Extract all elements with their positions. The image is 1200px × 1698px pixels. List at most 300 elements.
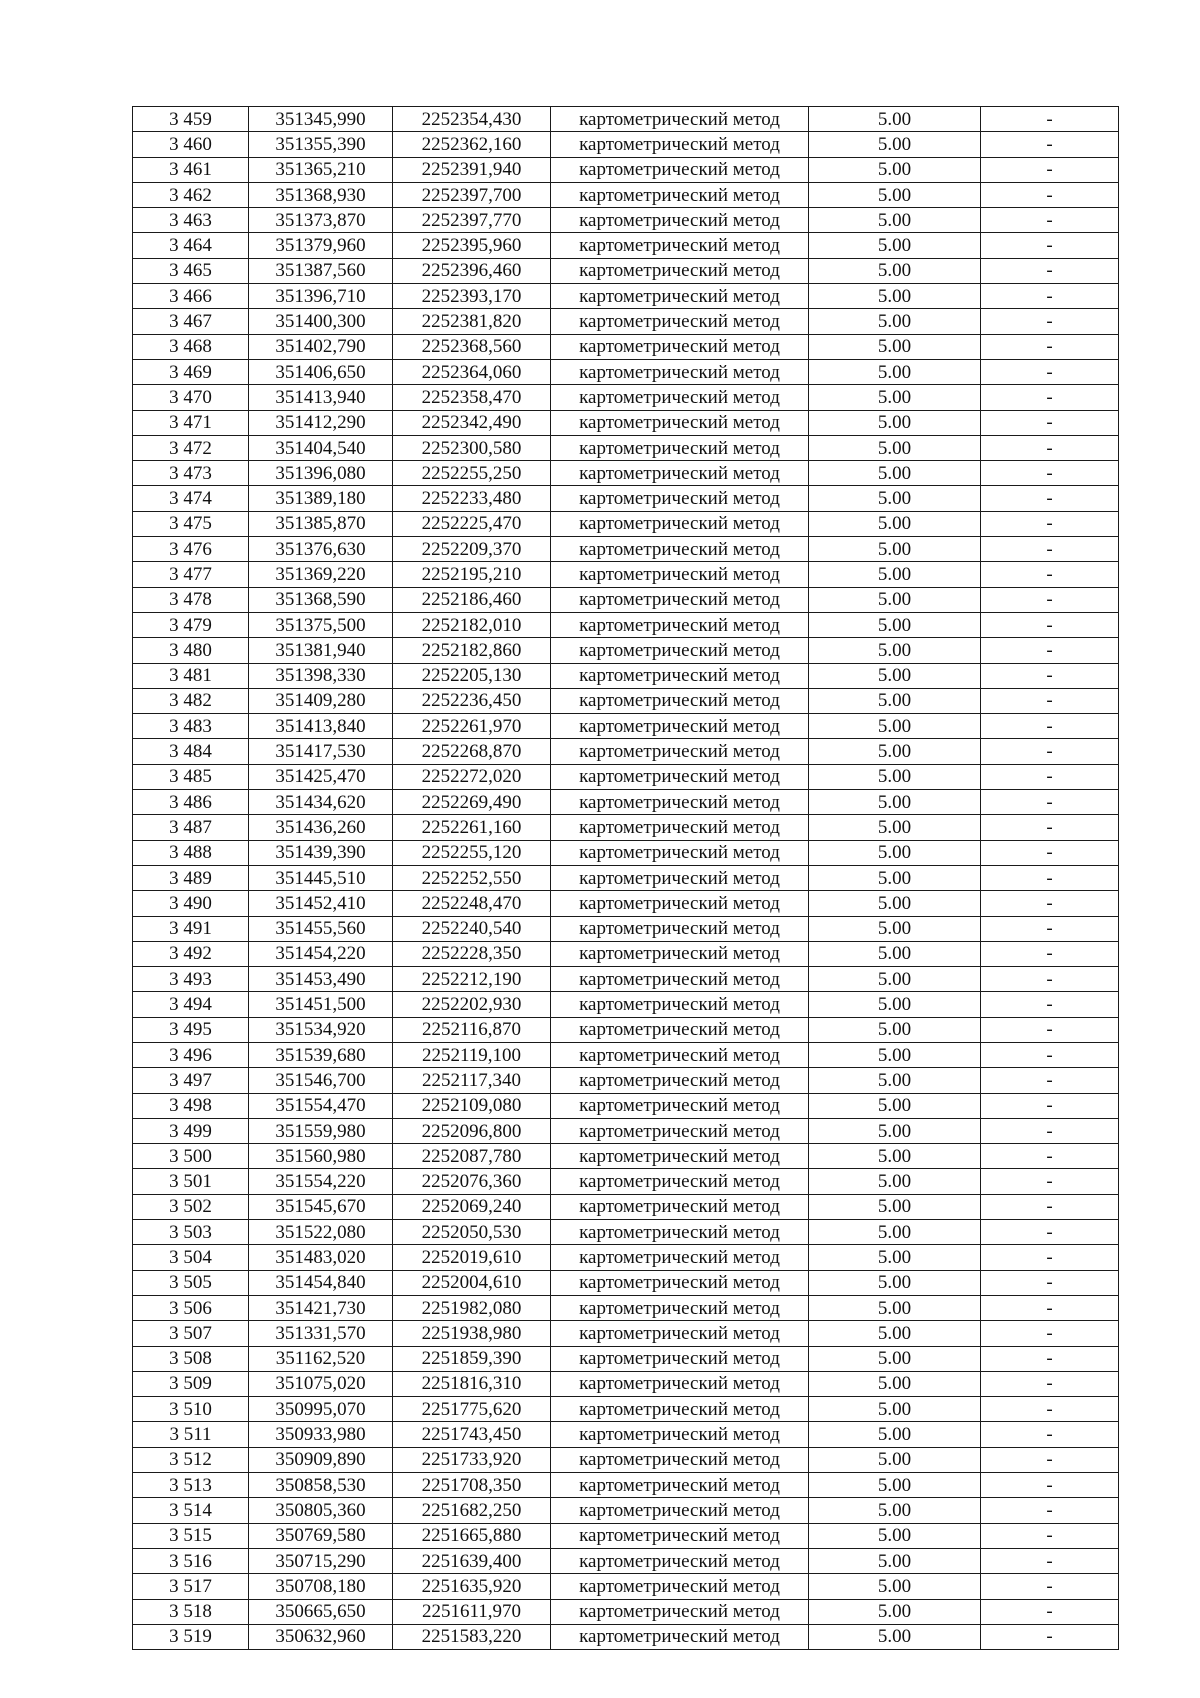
x-coordinate-cell: 351421,730 [249, 1295, 393, 1320]
x-coordinate-cell: 351331,570 [249, 1321, 393, 1346]
table-row [133, 587, 1119, 612]
accuracy-cell: 5.00 [809, 612, 981, 637]
accuracy-cell: 5.00 [809, 385, 981, 410]
accuracy-cell: 5.00 [809, 916, 981, 941]
accuracy-cell: 5.00 [809, 1447, 981, 1472]
x-coordinate-cell: 351389,180 [249, 486, 393, 511]
table-row [133, 1321, 1119, 1346]
note-cell: - [981, 764, 1119, 789]
method-cell: картометрический метод [551, 790, 809, 815]
y-coordinate-cell: 2252050,530 [393, 1220, 551, 1245]
point-number-cell: 3 509 [133, 1371, 249, 1396]
table-row [133, 1270, 1119, 1295]
note-cell: - [981, 385, 1119, 410]
y-coordinate-cell: 2252364,060 [393, 359, 551, 384]
y-coordinate-cell: 2252119,100 [393, 1042, 551, 1067]
y-coordinate-cell: 2252236,450 [393, 688, 551, 713]
table-row [133, 132, 1119, 157]
note-cell: - [981, 208, 1119, 233]
table-row [133, 511, 1119, 536]
x-coordinate-cell: 350805,360 [249, 1498, 393, 1523]
x-coordinate-cell: 351404,540 [249, 435, 393, 460]
y-coordinate-cell: 2251938,980 [393, 1321, 551, 1346]
y-coordinate-cell: 2252381,820 [393, 309, 551, 334]
point-number-cell: 3 498 [133, 1093, 249, 1118]
point-number-cell: 3 514 [133, 1498, 249, 1523]
accuracy-cell: 5.00 [809, 941, 981, 966]
point-number-cell: 3 461 [133, 157, 249, 182]
note-cell: - [981, 1321, 1119, 1346]
note-cell: - [981, 992, 1119, 1017]
method-cell: картометрический метод [551, 107, 809, 132]
note-cell: - [981, 486, 1119, 511]
y-coordinate-cell: 2251708,350 [393, 1473, 551, 1498]
note-cell: - [981, 688, 1119, 713]
x-coordinate-cell: 351379,960 [249, 233, 393, 258]
x-coordinate-cell: 350665,650 [249, 1599, 393, 1624]
note-cell: - [981, 865, 1119, 890]
accuracy-cell: 5.00 [809, 1371, 981, 1396]
method-cell: картометрический метод [551, 941, 809, 966]
accuracy-cell: 5.00 [809, 208, 981, 233]
note-cell: - [981, 1574, 1119, 1599]
y-coordinate-cell: 2252209,370 [393, 537, 551, 562]
method-cell: картометрический метод [551, 1118, 809, 1143]
note-cell: - [981, 107, 1119, 132]
accuracy-cell: 5.00 [809, 840, 981, 865]
table-row [133, 1093, 1119, 1118]
table-row [133, 157, 1119, 182]
table-row [133, 1144, 1119, 1169]
x-coordinate-cell: 351453,490 [249, 967, 393, 992]
method-cell: картометрический метод [551, 1473, 809, 1498]
y-coordinate-cell: 2252248,470 [393, 891, 551, 916]
note-cell: - [981, 663, 1119, 688]
x-coordinate-cell: 351452,410 [249, 891, 393, 916]
table-row [133, 1068, 1119, 1093]
accuracy-cell: 5.00 [809, 1523, 981, 1548]
note-cell: - [981, 334, 1119, 359]
note-cell: - [981, 1473, 1119, 1498]
point-number-cell: 3 463 [133, 208, 249, 233]
y-coordinate-cell: 2252268,870 [393, 739, 551, 764]
coordinates-table [132, 106, 1119, 1650]
point-number-cell: 3 479 [133, 612, 249, 637]
accuracy-cell: 5.00 [809, 1295, 981, 1320]
method-cell: картометрический метод [551, 334, 809, 359]
method-cell: картометрический метод [551, 208, 809, 233]
method-cell: картометрический метод [551, 1498, 809, 1523]
x-coordinate-cell: 351368,590 [249, 587, 393, 612]
note-cell: - [981, 1270, 1119, 1295]
method-cell: картометрический метод [551, 612, 809, 637]
y-coordinate-cell: 2252182,860 [393, 638, 551, 663]
y-coordinate-cell: 2252252,550 [393, 865, 551, 890]
point-number-cell: 3 482 [133, 688, 249, 713]
point-number-cell: 3 492 [133, 941, 249, 966]
accuracy-cell: 5.00 [809, 486, 981, 511]
note-cell: - [981, 1068, 1119, 1093]
accuracy-cell: 5.00 [809, 1574, 981, 1599]
method-cell: картометрический метод [551, 1295, 809, 1320]
accuracy-cell: 5.00 [809, 258, 981, 283]
point-number-cell: 3 507 [133, 1321, 249, 1346]
method-cell: картометрический метод [551, 1220, 809, 1245]
table-row [133, 1017, 1119, 1042]
x-coordinate-cell: 351413,940 [249, 385, 393, 410]
table-row [133, 1447, 1119, 1472]
table-row [133, 714, 1119, 739]
x-coordinate-cell: 351539,680 [249, 1042, 393, 1067]
note-cell: - [981, 233, 1119, 258]
point-number-cell: 3 464 [133, 233, 249, 258]
method-cell: картометрический метод [551, 1574, 809, 1599]
method-cell: картометрический метод [551, 1397, 809, 1422]
method-cell: картометрический метод [551, 1321, 809, 1346]
point-number-cell: 3 483 [133, 714, 249, 739]
point-number-cell: 3 484 [133, 739, 249, 764]
table-row [133, 663, 1119, 688]
y-coordinate-cell: 2251639,400 [393, 1548, 551, 1573]
note-cell: - [981, 840, 1119, 865]
note-cell: - [981, 941, 1119, 966]
point-number-cell: 3 469 [133, 359, 249, 384]
point-number-cell: 3 515 [133, 1523, 249, 1548]
note-cell: - [981, 1017, 1119, 1042]
table-row [133, 992, 1119, 1017]
note-cell: - [981, 1599, 1119, 1624]
y-coordinate-cell: 2252019,610 [393, 1245, 551, 1270]
y-coordinate-cell: 2251635,920 [393, 1574, 551, 1599]
method-cell: картометрический метод [551, 132, 809, 157]
note-cell: - [981, 1498, 1119, 1523]
note-cell: - [981, 1194, 1119, 1219]
point-number-cell: 3 505 [133, 1270, 249, 1295]
accuracy-cell: 5.00 [809, 790, 981, 815]
table-row [133, 461, 1119, 486]
method-cell: картометрический метод [551, 1068, 809, 1093]
x-coordinate-cell: 351398,330 [249, 663, 393, 688]
y-coordinate-cell: 2252225,470 [393, 511, 551, 536]
x-coordinate-cell: 351439,390 [249, 840, 393, 865]
y-coordinate-cell: 2251583,220 [393, 1624, 551, 1649]
x-coordinate-cell: 351436,260 [249, 815, 393, 840]
method-cell: картометрический метод [551, 714, 809, 739]
x-coordinate-cell: 351396,080 [249, 461, 393, 486]
method-cell: картометрический метод [551, 1624, 809, 1649]
accuracy-cell: 5.00 [809, 663, 981, 688]
method-cell: картометрический метод [551, 1422, 809, 1447]
point-number-cell: 3 459 [133, 107, 249, 132]
x-coordinate-cell: 351162,520 [249, 1346, 393, 1371]
point-number-cell: 3 475 [133, 511, 249, 536]
note-cell: - [981, 461, 1119, 486]
point-number-cell: 3 467 [133, 309, 249, 334]
accuracy-cell: 5.00 [809, 1321, 981, 1346]
y-coordinate-cell: 2252240,540 [393, 916, 551, 941]
point-number-cell: 3 476 [133, 537, 249, 562]
note-cell: - [981, 1118, 1119, 1143]
method-cell: картометрический метод [551, 435, 809, 460]
table-row [133, 1118, 1119, 1143]
point-number-cell: 3 518 [133, 1599, 249, 1624]
y-coordinate-cell: 2252261,160 [393, 815, 551, 840]
x-coordinate-cell: 351417,530 [249, 739, 393, 764]
accuracy-cell: 5.00 [809, 1068, 981, 1093]
point-number-cell: 3 460 [133, 132, 249, 157]
point-number-cell: 3 468 [133, 334, 249, 359]
accuracy-cell: 5.00 [809, 233, 981, 258]
accuracy-cell: 5.00 [809, 1245, 981, 1270]
table-row [133, 1523, 1119, 1548]
table-row [133, 334, 1119, 359]
x-coordinate-cell: 350708,180 [249, 1574, 393, 1599]
table-row [133, 208, 1119, 233]
y-coordinate-cell: 2252182,010 [393, 612, 551, 637]
point-number-cell: 3 511 [133, 1422, 249, 1447]
table-row [133, 385, 1119, 410]
y-coordinate-cell: 2252300,580 [393, 435, 551, 460]
method-cell: картометрический метод [551, 587, 809, 612]
y-coordinate-cell: 2252205,130 [393, 663, 551, 688]
accuracy-cell: 5.00 [809, 1624, 981, 1649]
x-coordinate-cell: 351559,980 [249, 1118, 393, 1143]
accuracy-cell: 5.00 [809, 1169, 981, 1194]
accuracy-cell: 5.00 [809, 1599, 981, 1624]
point-number-cell: 3 474 [133, 486, 249, 511]
method-cell: картометрический метод [551, 461, 809, 486]
method-cell: картометрический метод [551, 663, 809, 688]
method-cell: картометрический метод [551, 1599, 809, 1624]
y-coordinate-cell: 2252255,120 [393, 840, 551, 865]
x-coordinate-cell: 351554,220 [249, 1169, 393, 1194]
table-row [133, 537, 1119, 562]
table-row [133, 562, 1119, 587]
method-cell: картометрический метод [551, 739, 809, 764]
table-row [133, 107, 1119, 132]
y-coordinate-cell: 2252096,800 [393, 1118, 551, 1143]
table-row [133, 1397, 1119, 1422]
accuracy-cell: 5.00 [809, 511, 981, 536]
accuracy-cell: 5.00 [809, 1118, 981, 1143]
y-coordinate-cell: 2252261,970 [393, 714, 551, 739]
point-number-cell: 3 490 [133, 891, 249, 916]
x-coordinate-cell: 351483,020 [249, 1245, 393, 1270]
x-coordinate-cell: 351400,300 [249, 309, 393, 334]
x-coordinate-cell: 351387,560 [249, 258, 393, 283]
y-coordinate-cell: 2252202,930 [393, 992, 551, 1017]
point-number-cell: 3 465 [133, 258, 249, 283]
y-coordinate-cell: 2252186,460 [393, 587, 551, 612]
point-number-cell: 3 471 [133, 410, 249, 435]
point-number-cell: 3 462 [133, 182, 249, 207]
x-coordinate-cell: 351355,390 [249, 132, 393, 157]
accuracy-cell: 5.00 [809, 1017, 981, 1042]
table-row [133, 435, 1119, 460]
point-number-cell: 3 495 [133, 1017, 249, 1042]
x-coordinate-cell: 351365,210 [249, 157, 393, 182]
point-number-cell: 3 493 [133, 967, 249, 992]
x-coordinate-cell: 351445,510 [249, 865, 393, 890]
x-coordinate-cell: 351385,870 [249, 511, 393, 536]
method-cell: картометрический метод [551, 638, 809, 663]
method-cell: картометрический метод [551, 410, 809, 435]
accuracy-cell: 5.00 [809, 132, 981, 157]
accuracy-cell: 5.00 [809, 891, 981, 916]
method-cell: картометрический метод [551, 1523, 809, 1548]
note-cell: - [981, 790, 1119, 815]
x-coordinate-cell: 351381,940 [249, 638, 393, 663]
note-cell: - [981, 1447, 1119, 1472]
accuracy-cell: 5.00 [809, 865, 981, 890]
table-row [133, 359, 1119, 384]
table-row [133, 815, 1119, 840]
table-row [133, 233, 1119, 258]
table-row [133, 790, 1119, 815]
point-number-cell: 3 466 [133, 284, 249, 309]
y-coordinate-cell: 2252272,020 [393, 764, 551, 789]
method-cell: картометрический метод [551, 157, 809, 182]
table-row [133, 1599, 1119, 1624]
y-coordinate-cell: 2251743,450 [393, 1422, 551, 1447]
accuracy-cell: 5.00 [809, 562, 981, 587]
point-number-cell: 3 489 [133, 865, 249, 890]
x-coordinate-cell: 351434,620 [249, 790, 393, 815]
accuracy-cell: 5.00 [809, 587, 981, 612]
accuracy-cell: 5.00 [809, 1270, 981, 1295]
accuracy-cell: 5.00 [809, 107, 981, 132]
x-coordinate-cell: 351345,990 [249, 107, 393, 132]
note-cell: - [981, 309, 1119, 334]
point-number-cell: 3 472 [133, 435, 249, 460]
accuracy-cell: 5.00 [809, 688, 981, 713]
x-coordinate-cell: 351425,470 [249, 764, 393, 789]
method-cell: картометрический метод [551, 1270, 809, 1295]
note-cell: - [981, 1422, 1119, 1447]
accuracy-cell: 5.00 [809, 537, 981, 562]
note-cell: - [981, 1220, 1119, 1245]
method-cell: картометрический метод [551, 1447, 809, 1472]
accuracy-cell: 5.00 [809, 1042, 981, 1067]
accuracy-cell: 5.00 [809, 1220, 981, 1245]
y-coordinate-cell: 2252117,340 [393, 1068, 551, 1093]
accuracy-cell: 5.00 [809, 714, 981, 739]
y-coordinate-cell: 2252076,360 [393, 1169, 551, 1194]
method-cell: картометрический метод [551, 233, 809, 258]
y-coordinate-cell: 2251682,250 [393, 1498, 551, 1523]
method-cell: картометрический метод [551, 865, 809, 890]
x-coordinate-cell: 350632,960 [249, 1624, 393, 1649]
note-cell: - [981, 511, 1119, 536]
table-row [133, 1042, 1119, 1067]
table-row [133, 1194, 1119, 1219]
point-number-cell: 3 494 [133, 992, 249, 1017]
y-coordinate-cell: 2252233,480 [393, 486, 551, 511]
x-coordinate-cell: 351396,710 [249, 284, 393, 309]
point-number-cell: 3 477 [133, 562, 249, 587]
method-cell: картометрический метод [551, 891, 809, 916]
x-coordinate-cell: 351376,630 [249, 537, 393, 562]
y-coordinate-cell: 2252368,560 [393, 334, 551, 359]
note-cell: - [981, 1245, 1119, 1270]
note-cell: - [981, 815, 1119, 840]
y-coordinate-cell: 2252391,940 [393, 157, 551, 182]
x-coordinate-cell: 350933,980 [249, 1422, 393, 1447]
note-cell: - [981, 1548, 1119, 1573]
point-number-cell: 3 478 [133, 587, 249, 612]
method-cell: картометрический метод [551, 537, 809, 562]
x-coordinate-cell: 350715,290 [249, 1548, 393, 1573]
x-coordinate-cell: 350858,530 [249, 1473, 393, 1498]
note-cell: - [981, 1397, 1119, 1422]
note-cell: - [981, 1523, 1119, 1548]
point-number-cell: 3 502 [133, 1194, 249, 1219]
accuracy-cell: 5.00 [809, 1346, 981, 1371]
point-number-cell: 3 480 [133, 638, 249, 663]
table-row [133, 1295, 1119, 1320]
y-coordinate-cell: 2252195,210 [393, 562, 551, 587]
table-row [133, 1548, 1119, 1573]
table-row [133, 1346, 1119, 1371]
accuracy-cell: 5.00 [809, 764, 981, 789]
y-coordinate-cell: 2251859,390 [393, 1346, 551, 1371]
method-cell: картометрический метод [551, 562, 809, 587]
note-cell: - [981, 1144, 1119, 1169]
accuracy-cell: 5.00 [809, 992, 981, 1017]
y-coordinate-cell: 2252228,350 [393, 941, 551, 966]
accuracy-cell: 5.00 [809, 638, 981, 663]
table-row [133, 1169, 1119, 1194]
accuracy-cell: 5.00 [809, 739, 981, 764]
method-cell: картометрический метод [551, 284, 809, 309]
method-cell: картометрический метод [551, 385, 809, 410]
y-coordinate-cell: 2252087,780 [393, 1144, 551, 1169]
y-coordinate-cell: 2252269,490 [393, 790, 551, 815]
method-cell: картометрический метод [551, 1548, 809, 1573]
y-coordinate-cell: 2252393,170 [393, 284, 551, 309]
method-cell: картометрический метод [551, 992, 809, 1017]
table-row [133, 309, 1119, 334]
note-cell: - [981, 410, 1119, 435]
note-cell: - [981, 435, 1119, 460]
note-cell: - [981, 1624, 1119, 1649]
note-cell: - [981, 182, 1119, 207]
table-row [133, 638, 1119, 663]
accuracy-cell: 5.00 [809, 1144, 981, 1169]
accuracy-cell: 5.00 [809, 1093, 981, 1118]
table-row [133, 739, 1119, 764]
table-row [133, 967, 1119, 992]
x-coordinate-cell: 351075,020 [249, 1371, 393, 1396]
point-number-cell: 3 512 [133, 1447, 249, 1472]
note-cell: - [981, 739, 1119, 764]
x-coordinate-cell: 351454,840 [249, 1270, 393, 1295]
note-cell: - [981, 714, 1119, 739]
accuracy-cell: 5.00 [809, 1548, 981, 1573]
point-number-cell: 3 497 [133, 1068, 249, 1093]
method-cell: картометрический метод [551, 967, 809, 992]
point-number-cell: 3 485 [133, 764, 249, 789]
point-number-cell: 3 487 [133, 815, 249, 840]
x-coordinate-cell: 351406,650 [249, 359, 393, 384]
y-coordinate-cell: 2251733,920 [393, 1447, 551, 1472]
accuracy-cell: 5.00 [809, 461, 981, 486]
note-cell: - [981, 284, 1119, 309]
accuracy-cell: 5.00 [809, 1194, 981, 1219]
note-cell: - [981, 562, 1119, 587]
table-row [133, 865, 1119, 890]
y-coordinate-cell: 2252395,960 [393, 233, 551, 258]
